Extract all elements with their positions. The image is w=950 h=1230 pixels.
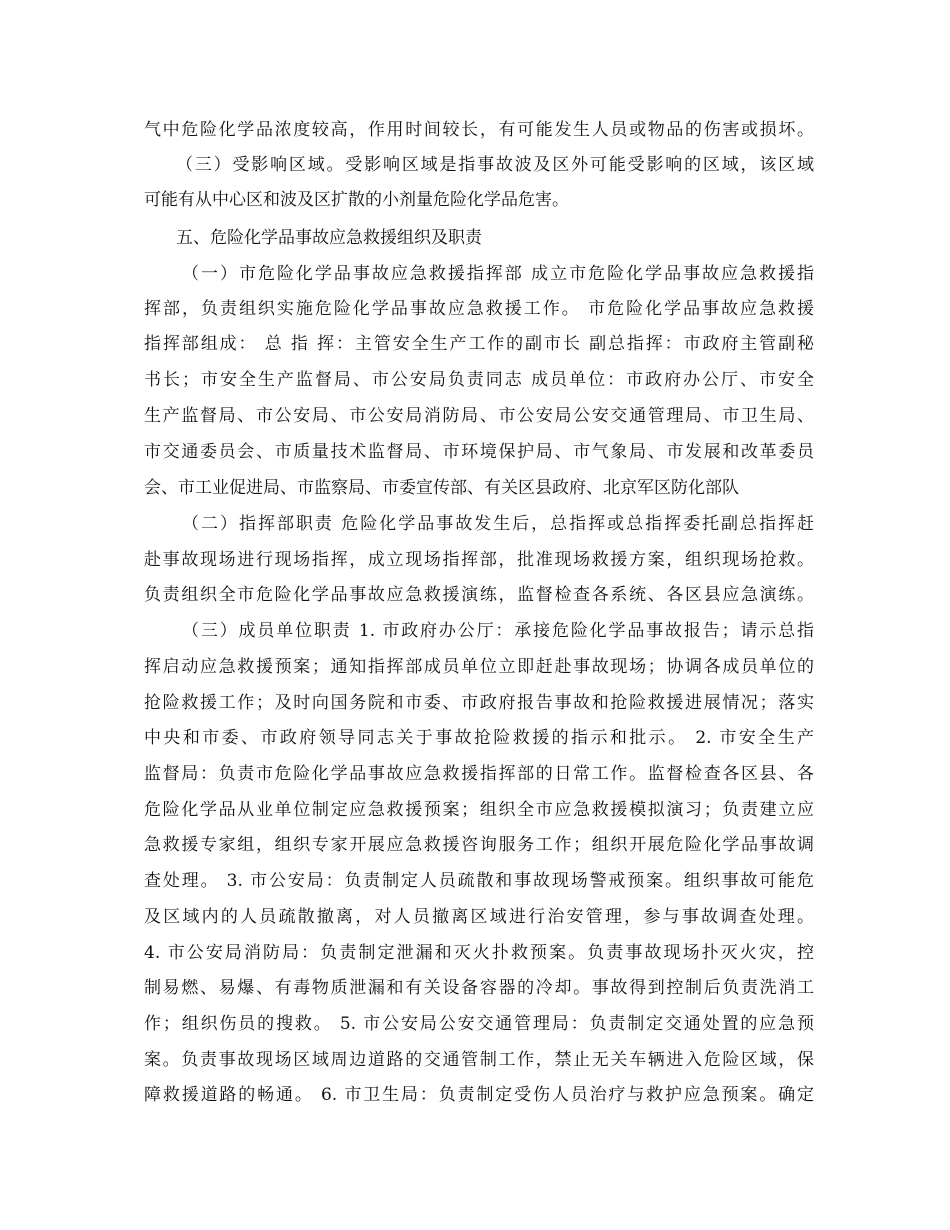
- paragraph-line: 市交通委员会、市质量技术监督局、市环境保护局、市气象局、市发展和改革委员: [144, 442, 814, 462]
- paragraph-line: 抢险救援工作；及时向国务院和市委、市政府报告事故和抢险救援进展情况；落实: [144, 693, 814, 713]
- paragraph-line: 气中危险化学品浓度较高，作用时间较长，有可能发生人员或物品的伤害或损坏。: [144, 120, 814, 140]
- paragraph-line: 指挥部组成： 总 指 挥：主管安全生产工作的副市长 副总指挥：市政府主管副秘: [144, 334, 814, 354]
- paragraph-line: 生产监督局、市公安局、市公安局消防局、市公安局公安交通管理局、市卫生局、: [144, 406, 814, 426]
- paragraph-line: 监督局：负责市危险化学品事故应急救援指挥部的日常工作。监督检查各区县、各: [144, 764, 814, 784]
- paragraph-line: 制易燃、易爆、有毒物质泄漏和有关设备容器的冷却。事故得到控制后负责洗消工: [144, 978, 814, 998]
- paragraph-line: 会、市工业促进局、市监察局、市委宣传部、有关区县政府、北京军区防化部队: [144, 478, 739, 498]
- paragraph-line: 可能有从中心区和波及区扩散的小剂量危险化学品危害。: [144, 190, 569, 210]
- paragraph-line: 挥启动应急救援预案；通知指挥部成员单位立即赶赴事故现场；协调各成员单位的: [144, 657, 814, 677]
- paragraph-line: 障救援道路的畅通。 6. 市卫生局：负责制定受伤人员治疗与救护应急预案。确定: [144, 1085, 814, 1105]
- paragraph-line: （一）市危险化学品事故应急救援指挥部 成立市危险化学品事故应急救援指: [182, 264, 814, 284]
- paragraph-line: 书长；市安全生产监督局、市公安局负责同志 成员单位：市政府办公厅、市安全: [144, 370, 814, 390]
- paragraph-line: 急救援专家组，组织专家开展应急救援咨询服务工作；组织开展危险化学品事故调: [144, 835, 814, 855]
- paragraph-line: 负责组织全市危险化学品事故应急救援演练，监督检查各系统、各区县应急演练。: [144, 585, 814, 605]
- paragraph-line: 危险化学品从业单位制定应急救援预案；组织全市应急救援模拟演习；负责建立应: [144, 800, 814, 820]
- paragraph-line: 作；组织伤员的搜救。 5. 市公安局公安交通管理局：负责制定交通处置的应急预: [144, 1014, 814, 1034]
- paragraph-line: 及区域内的人员疏散撤离，对人员撤离区域进行治安管理，参与事故调查处理。: [144, 907, 814, 927]
- paragraph-line: 案。负责事故现场区域周边道路的交通管制工作，禁止无关车辆进入危险区域，保: [144, 1050, 814, 1070]
- paragraph-line: 中央和市委、市政府领导同志关于事故抢险救援的指示和批示。 2. 市安全生产: [144, 728, 814, 748]
- paragraph-line: （三）成员单位职责 1. 市政府办公厅：承接危险化学品事故报告；请示总指: [182, 621, 814, 641]
- section-heading: 五、危险化学品事故应急救援组织及职责: [176, 228, 482, 248]
- paragraph-line: 挥部，负责组织实施危险化学品事故应急救援工作。 市危险化学品事故应急救援: [144, 299, 814, 319]
- paragraph-line: （二）指挥部职责 危险化学品事故发生后，总指挥或总指挥委托副总指挥赶: [182, 514, 814, 534]
- paragraph-line: 查处理。 3. 市公安局：负责制定人员疏散和事故现场警戒预案。组织事故可能危: [144, 871, 814, 891]
- paragraph-line: 赴事故现场进行现场指挥，成立现场指挥部，批准现场救援方案，组织现场抢救。: [144, 550, 814, 570]
- paragraph-line: 4. 市公安局消防局：负责制定泄漏和灭火扑救预案。负责事故现场扑灭火灾，控: [144, 943, 814, 963]
- paragraph-line: （三）受影响区域。受影响区域是指事故波及区外可能受影响的区域，该区域: [176, 155, 814, 175]
